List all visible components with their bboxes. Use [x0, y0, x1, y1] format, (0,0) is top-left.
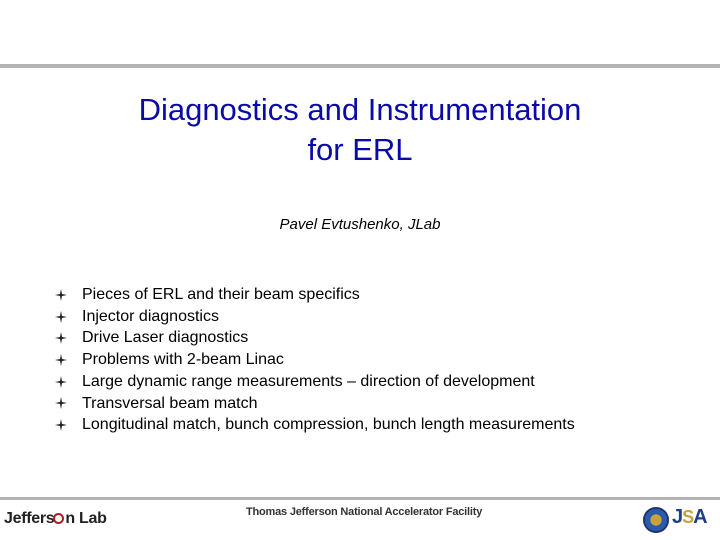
slide-title-line-2: for ERL: [307, 132, 413, 167]
bullet-text: Injector diagnostics: [82, 307, 219, 325]
four-point-star-icon: [54, 310, 68, 324]
slide-subtitle: Pavel Evtushenko, JLab: [279, 216, 441, 233]
jsa-letter-a: A: [693, 506, 707, 528]
top-divider: [0, 64, 720, 68]
bullet-text: Longitudinal match, bunch compression, bunch length measurements: [82, 416, 575, 434]
bullet-text: Transversal beam match: [82, 394, 258, 412]
bullet-item: [54, 393, 575, 415]
bullet-item: [54, 349, 575, 371]
jsa-letter-j: J: [672, 506, 683, 528]
bullet-item: [54, 306, 575, 328]
bullet-item: [54, 371, 575, 393]
jsa-logo: [672, 506, 707, 529]
jsa-letter-s: S: [682, 507, 694, 527]
bottom-divider: [0, 497, 720, 500]
logo-text-end: n Lab: [65, 510, 107, 527]
four-point-star-icon: [54, 375, 68, 389]
bullet-text: Large dynamic range measurements – direction of development: [82, 372, 535, 390]
logo-orbit-icon: [53, 513, 64, 524]
doe-seal-icon: [643, 507, 669, 533]
bullet-text: Pieces of ERL and their beam specifics: [82, 286, 360, 303]
bullet-item: [54, 284, 575, 306]
slide-title-line-1: Diagnostics and Instrumentation: [138, 92, 582, 127]
four-point-star-icon: [54, 396, 68, 410]
logo-text-start: Jeffers: [4, 510, 55, 527]
facility-name: Thomas Jefferson National Accelerator Facility: [246, 506, 483, 518]
slide-title: [60, 90, 660, 170]
bullet-text: Drive Laser diagnostics: [82, 329, 249, 347]
bullet-list: [54, 284, 575, 436]
bullet-item: [54, 327, 575, 349]
four-point-star-icon: [54, 353, 68, 367]
jefferson-lab-logo: [4, 510, 107, 528]
bullet-item: [54, 414, 575, 436]
four-point-star-icon: [54, 331, 68, 345]
four-point-star-icon: [54, 288, 68, 302]
four-point-star-icon: [54, 418, 68, 432]
bullet-text: Problems with 2-beam Linac: [82, 351, 284, 369]
